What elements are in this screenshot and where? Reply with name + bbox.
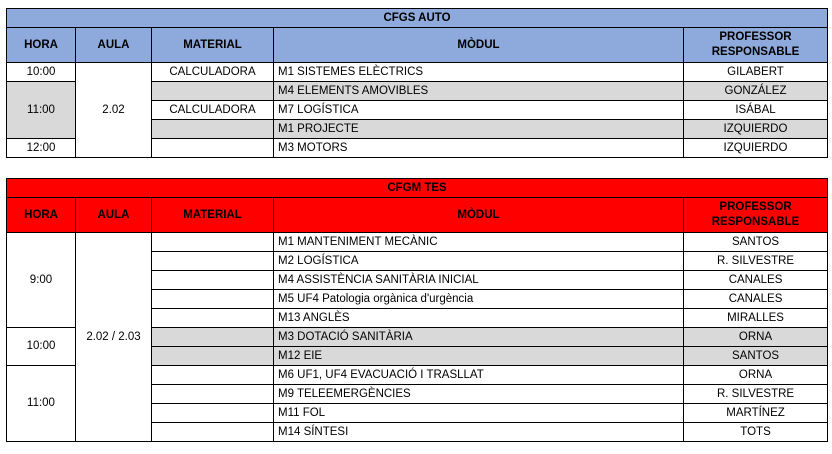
header-hora: HORA bbox=[7, 28, 76, 63]
header-hora: HORA bbox=[7, 198, 76, 233]
material-cell bbox=[152, 404, 274, 423]
hour-cell: 9:00 bbox=[7, 233, 76, 328]
modul-cell: M7 LOGÍSTICA bbox=[274, 101, 684, 120]
material-cell: CALCULADORA bbox=[152, 101, 274, 120]
table-row bbox=[7, 63, 828, 82]
aula-cell: 2.02 bbox=[76, 63, 152, 158]
hour-cell: 12:00 bbox=[7, 139, 76, 158]
material-cell bbox=[152, 233, 274, 252]
professor-cell: MARTÍNEZ bbox=[684, 404, 828, 423]
professor-cell: R. SILVESTRE bbox=[684, 385, 828, 404]
professor-cell: CANALES bbox=[684, 290, 828, 309]
professor-cell: SANTOS bbox=[684, 233, 828, 252]
header-material: MATERIAL bbox=[152, 198, 274, 233]
professor-cell: GONZÁLEZ bbox=[684, 82, 828, 101]
modul-cell: M14 SÍNTESI bbox=[274, 423, 684, 442]
aula-cell: 2.02 / 2.03 bbox=[76, 233, 152, 442]
modul-cell: M4 ASSISTÈNCIA SANITÀRIA INICIAL bbox=[274, 271, 684, 290]
material-cell bbox=[152, 271, 274, 290]
header-professor: PROFESSOR RESPONSABLE bbox=[684, 28, 828, 63]
material-cell bbox=[152, 82, 274, 101]
modul-cell: M3 DOTACIÓ SANITÀRIA bbox=[274, 328, 684, 347]
material-cell bbox=[152, 309, 274, 328]
professor-cell: ISÁBAL bbox=[684, 101, 828, 120]
material-cell bbox=[152, 120, 274, 139]
material-cell bbox=[152, 290, 274, 309]
table-title: CFGM TES bbox=[7, 179, 828, 198]
modul-cell: M9 TELEEMERGÈNCIES bbox=[274, 385, 684, 404]
professor-cell: SANTOS bbox=[684, 347, 828, 366]
professor-cell: ORNA bbox=[684, 366, 828, 385]
schedule-table-cfgm-tes bbox=[6, 178, 828, 442]
modul-cell: M1 PROJECTE bbox=[274, 120, 684, 139]
header-modul: MÒDUL bbox=[274, 198, 684, 233]
material-cell bbox=[152, 328, 274, 347]
professor-cell: IZQUIERDO bbox=[684, 120, 828, 139]
header-modul: MÒDUL bbox=[274, 28, 684, 63]
material-cell bbox=[152, 347, 274, 366]
professor-cell: ORNA bbox=[684, 328, 828, 347]
table-title: CFGS AUTO bbox=[7, 9, 828, 28]
material-cell: CALCULADORA bbox=[152, 63, 274, 82]
modul-cell: M2 LOGÍSTICA bbox=[274, 252, 684, 271]
modul-cell: M1 SISTEMES ELÈCTRICS bbox=[274, 63, 684, 82]
modul-cell: M12 EIE bbox=[274, 347, 684, 366]
professor-cell: TOTS bbox=[684, 423, 828, 442]
hour-cell: 10:00 bbox=[7, 63, 76, 82]
material-cell bbox=[152, 385, 274, 404]
material-cell bbox=[152, 139, 274, 158]
hour-cell: 11:00 bbox=[7, 366, 76, 442]
professor-cell: R. SILVESTRE bbox=[684, 252, 828, 271]
modul-cell: M1 MANTENIMENT MECÀNIC bbox=[274, 233, 684, 252]
professor-cell: GILABERT bbox=[684, 63, 828, 82]
modul-cell: M13 ANGLÈS bbox=[274, 309, 684, 328]
material-cell bbox=[152, 423, 274, 442]
modul-cell: M3 MOTORS bbox=[274, 139, 684, 158]
modul-cell: M4 ELEMENTS AMOVIBLES bbox=[274, 82, 684, 101]
modul-cell: M5 UF4 Patologia orgànica d'urgència bbox=[274, 290, 684, 309]
professor-cell: CANALES bbox=[684, 271, 828, 290]
header-material: MATERIAL bbox=[152, 28, 274, 63]
header-aula: AULA bbox=[76, 198, 152, 233]
professor-cell: IZQUIERDO bbox=[684, 139, 828, 158]
table-row bbox=[7, 233, 828, 252]
modul-cell: M6 UF1, UF4 EVACUACIÓ I TRASLLAT bbox=[274, 366, 684, 385]
schedule-table-cfgs-auto bbox=[6, 8, 828, 158]
header-aula: AULA bbox=[76, 28, 152, 63]
hour-cell: 10:00 bbox=[7, 328, 76, 366]
material-cell bbox=[152, 252, 274, 271]
header-professor: PROFESSOR RESPONSABLE bbox=[684, 198, 828, 233]
modul-cell: M11 FOL bbox=[274, 404, 684, 423]
hour-cell: 11:00 bbox=[7, 82, 76, 139]
professor-cell: MIRALLES bbox=[684, 309, 828, 328]
material-cell bbox=[152, 366, 274, 385]
